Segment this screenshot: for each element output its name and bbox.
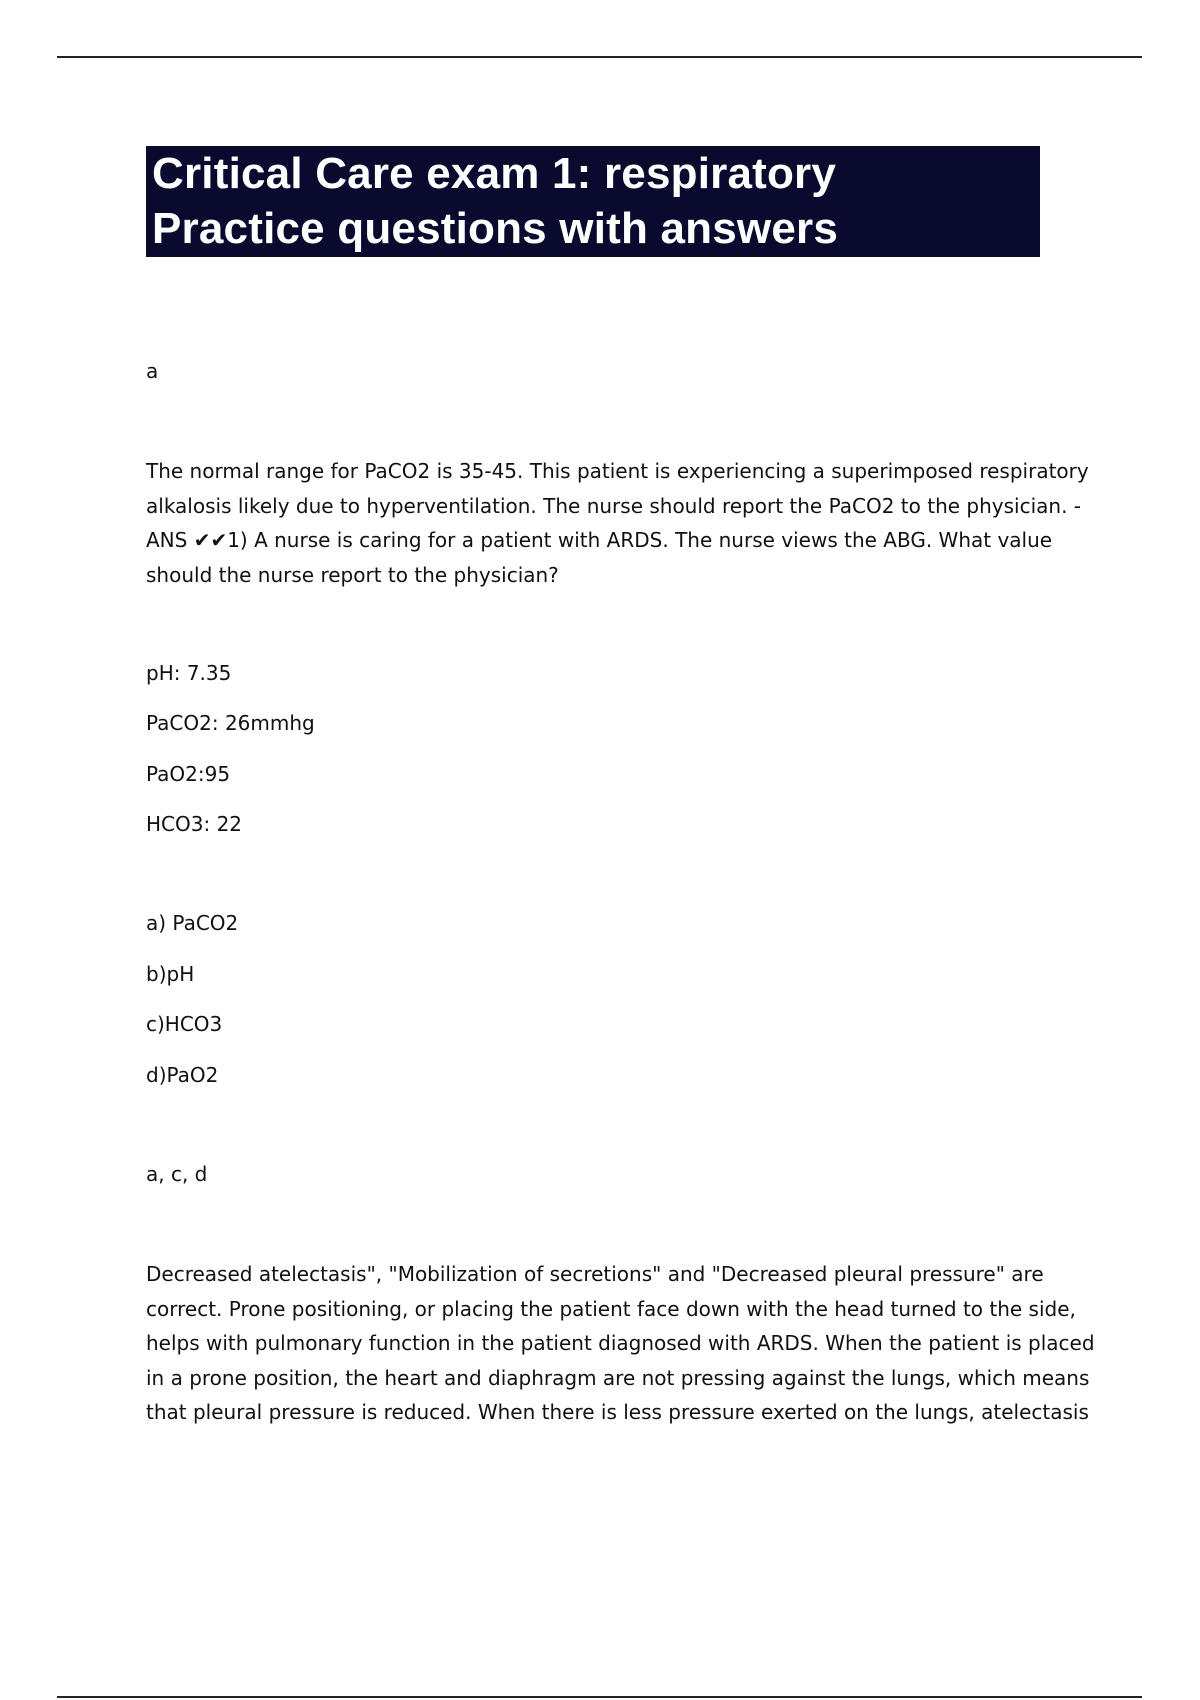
explanation-2-line: in a prone position, the heart and diaphragm are not pressing against the lungs, which means [146,1365,1090,1390]
option-d: d)PaO2 [146,1063,219,1087]
option-b: b)pH [146,962,195,986]
explanation-1-line: ANS ✔✔1) A nurse is caring for a patient with ARDS. The nurse views the ABG. What value [146,528,1053,552]
explanation-2-line: helps with pulmonary function in the patient diagnosed with ARDS. When the patient is placed [146,1331,1095,1355]
document-title [146,146,1040,257]
top-rule [57,56,1142,58]
option-a: a) PaCO2 [146,911,239,935]
bottom-rule [57,1696,1142,1698]
title-line-1: Critical Care exam 1: respiratory [152,149,837,198]
explanation-2-line: that pleural pressure is reduced. When there is less pressure exerted on the lungs, atelectasis [146,1400,1089,1424]
title-line-2: Practice questions with answers [152,204,838,253]
option-c: c)HCO3 [146,1012,223,1036]
abg-paco2: PaCO2: 26mmhg [146,711,315,735]
explanation-2-line: Decreased atelectasis", "Mobilization of secretions" and "Decreased pleural pressure" are [146,1262,1044,1286]
explanation-1-line: alkalosis likely due to hyperventilation. The nurse should report the PaCO2 to the physician. - [146,493,1082,518]
answer-set: a, c, d [146,1162,208,1186]
explanation-1-line: should the nurse report to the physician? [146,562,559,587]
explanation-paragraph-2 [146,1257,1095,1430]
explanation-2-line: correct. Prone positioning, or placing the patient face down with the head turned to the side, [146,1296,1076,1321]
explanation-1-line: The normal range for PaCO2 is 35-45. This patient is experiencing a superimposed respiratory [146,459,1089,483]
abg-pao2: PaO2:95 [146,762,231,786]
answer-letter: a [146,359,159,383]
abg-hco3: HCO3: 22 [146,812,243,836]
abg-ph: pH: 7.35 [146,661,232,685]
explanation-paragraph-1 [146,454,1089,592]
